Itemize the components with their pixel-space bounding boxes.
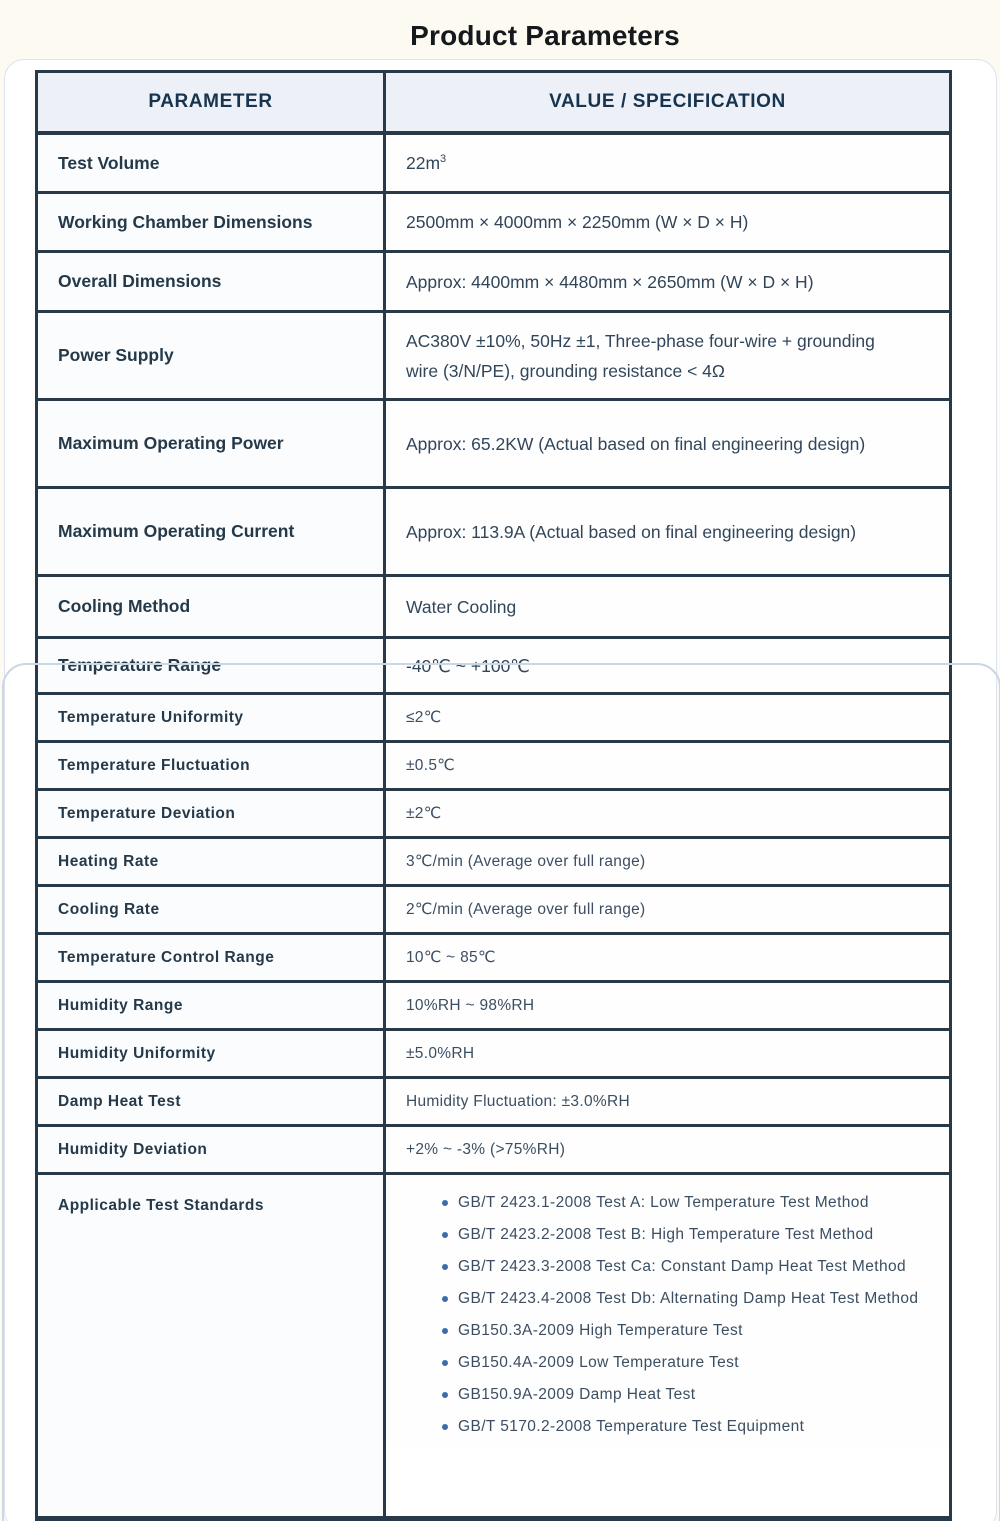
param-cell: Test Volume: [38, 135, 386, 191]
param-cell: Cooling Rate: [38, 887, 386, 932]
param-cell: Temperature Deviation: [38, 791, 386, 836]
param-cell: Maximum Operating Current: [38, 489, 386, 574]
header-value-label: VALUE / SPECIFICATION: [386, 73, 949, 131]
standards-item: GB/T 2423.4-2008 Test Db: Alternating Damp Heat Test Method: [458, 1287, 918, 1311]
table-row: [38, 839, 949, 887]
table-row: [38, 489, 949, 577]
table-row: [38, 253, 949, 313]
value-cell: Approx: 4400mm × 4480mm × 2650mm (W × D × H): [386, 253, 949, 310]
standards-item: GB/T 2423.2-2008 Test B: High Temperature Test Method: [458, 1223, 918, 1247]
table-row: [38, 1031, 949, 1079]
table-row: [38, 1127, 949, 1175]
table-row: [38, 313, 949, 401]
table-row: [38, 577, 949, 639]
param-cell: Humidity Deviation: [38, 1127, 386, 1172]
table-row: [38, 935, 949, 983]
param-cell: Working Chamber Dimensions: [38, 194, 386, 250]
value-superscript: 3: [440, 153, 447, 166]
param-cell: Humidity Uniformity: [38, 1031, 386, 1076]
value-cell: Water Cooling: [386, 577, 949, 636]
standards-item: GB/T 5170.2-2008 Temperature Test Equipment: [458, 1415, 918, 1439]
standards-item: GB150.4A-2009 Low Temperature Test: [458, 1351, 918, 1375]
table-row: [38, 1079, 949, 1127]
param-cell: Temperature Fluctuation: [38, 743, 386, 788]
param-cell: Power Supply: [38, 313, 386, 398]
param-cell: Overall Dimensions: [38, 253, 386, 310]
table-header-row: [38, 73, 949, 135]
value-cell: +2% ~ -3% (>75%RH): [386, 1127, 949, 1172]
value-cell: ±5.0%RH: [386, 1031, 949, 1076]
value-cell: ≤2℃: [386, 695, 949, 740]
standards-item: GB150.3A-2009 High Temperature Test: [458, 1319, 918, 1343]
param-cell: Damp Heat Test: [38, 1079, 386, 1124]
page-title: Product Parameters: [410, 20, 680, 51]
standards-item: GB150.9A-2009 Damp Heat Test: [458, 1383, 918, 1407]
param-cell: Temperature Uniformity: [38, 695, 386, 740]
param-cell: Heating Rate: [38, 839, 386, 884]
header-param-label: PARAMETER: [38, 73, 386, 131]
value-cell: ±2℃: [386, 791, 949, 836]
value-cell: 2℃/min (Average over full range): [386, 887, 949, 932]
value-cell: -40℃ ~ +100℃: [386, 639, 949, 692]
table-row: [38, 695, 949, 743]
value-cell: Approx: 65.2KW (Actual based on final engineering design): [386, 401, 949, 486]
param-cell: Humidity Range: [38, 983, 386, 1028]
table-row: [38, 983, 949, 1031]
value-cell: 10%RH ~ 98%RH: [386, 983, 949, 1028]
value-cell: 2500mm × 4000mm × 2250mm (W × D × H): [386, 194, 949, 250]
table-row: [38, 791, 949, 839]
value-cell: 10℃ ~ 85℃: [386, 935, 949, 980]
value-cell: $22m^3$: [386, 135, 949, 191]
param-cell: Temperature Range: [38, 639, 386, 692]
param-cell: Temperature Control Range: [38, 935, 386, 980]
table-row: [38, 135, 949, 194]
param-cell: Maximum Operating Power: [38, 401, 386, 486]
table-row: [38, 887, 949, 935]
param-cell: Cooling Method: [38, 577, 386, 636]
standards-list: [406, 1191, 918, 1447]
value-cell: 3℃/min (Average over full range): [386, 839, 949, 884]
value-cell: Humidity Fluctuation: ±3.0%RH: [386, 1079, 949, 1124]
standards-item: GB/T 2423.3-2008 Test Ca: Constant Damp Heat Test Method: [458, 1255, 918, 1279]
value-cell: [386, 1175, 949, 1447]
spec-table: [35, 70, 952, 1521]
table-row: [38, 639, 949, 695]
param-cell: Applicable Test Standards: [38, 1175, 386, 1516]
table-row-standards: [38, 1175, 949, 1519]
value-cell: ±0.5℃: [386, 743, 949, 788]
table-row: [38, 743, 949, 791]
table-row: [38, 401, 949, 489]
value-cell: Approx: 113.9A (Actual based on final engineering design): [386, 489, 949, 574]
standards-item: GB/T 2423.1-2008 Test A: Low Temperature Test Method: [458, 1191, 918, 1215]
table-row: [38, 194, 949, 253]
value-cell: AC380V ±10%, 50Hz ±1, Three-phase four-wire + grounding wire (3/N/PE), grounding resistance < 4Ω: [386, 313, 949, 398]
